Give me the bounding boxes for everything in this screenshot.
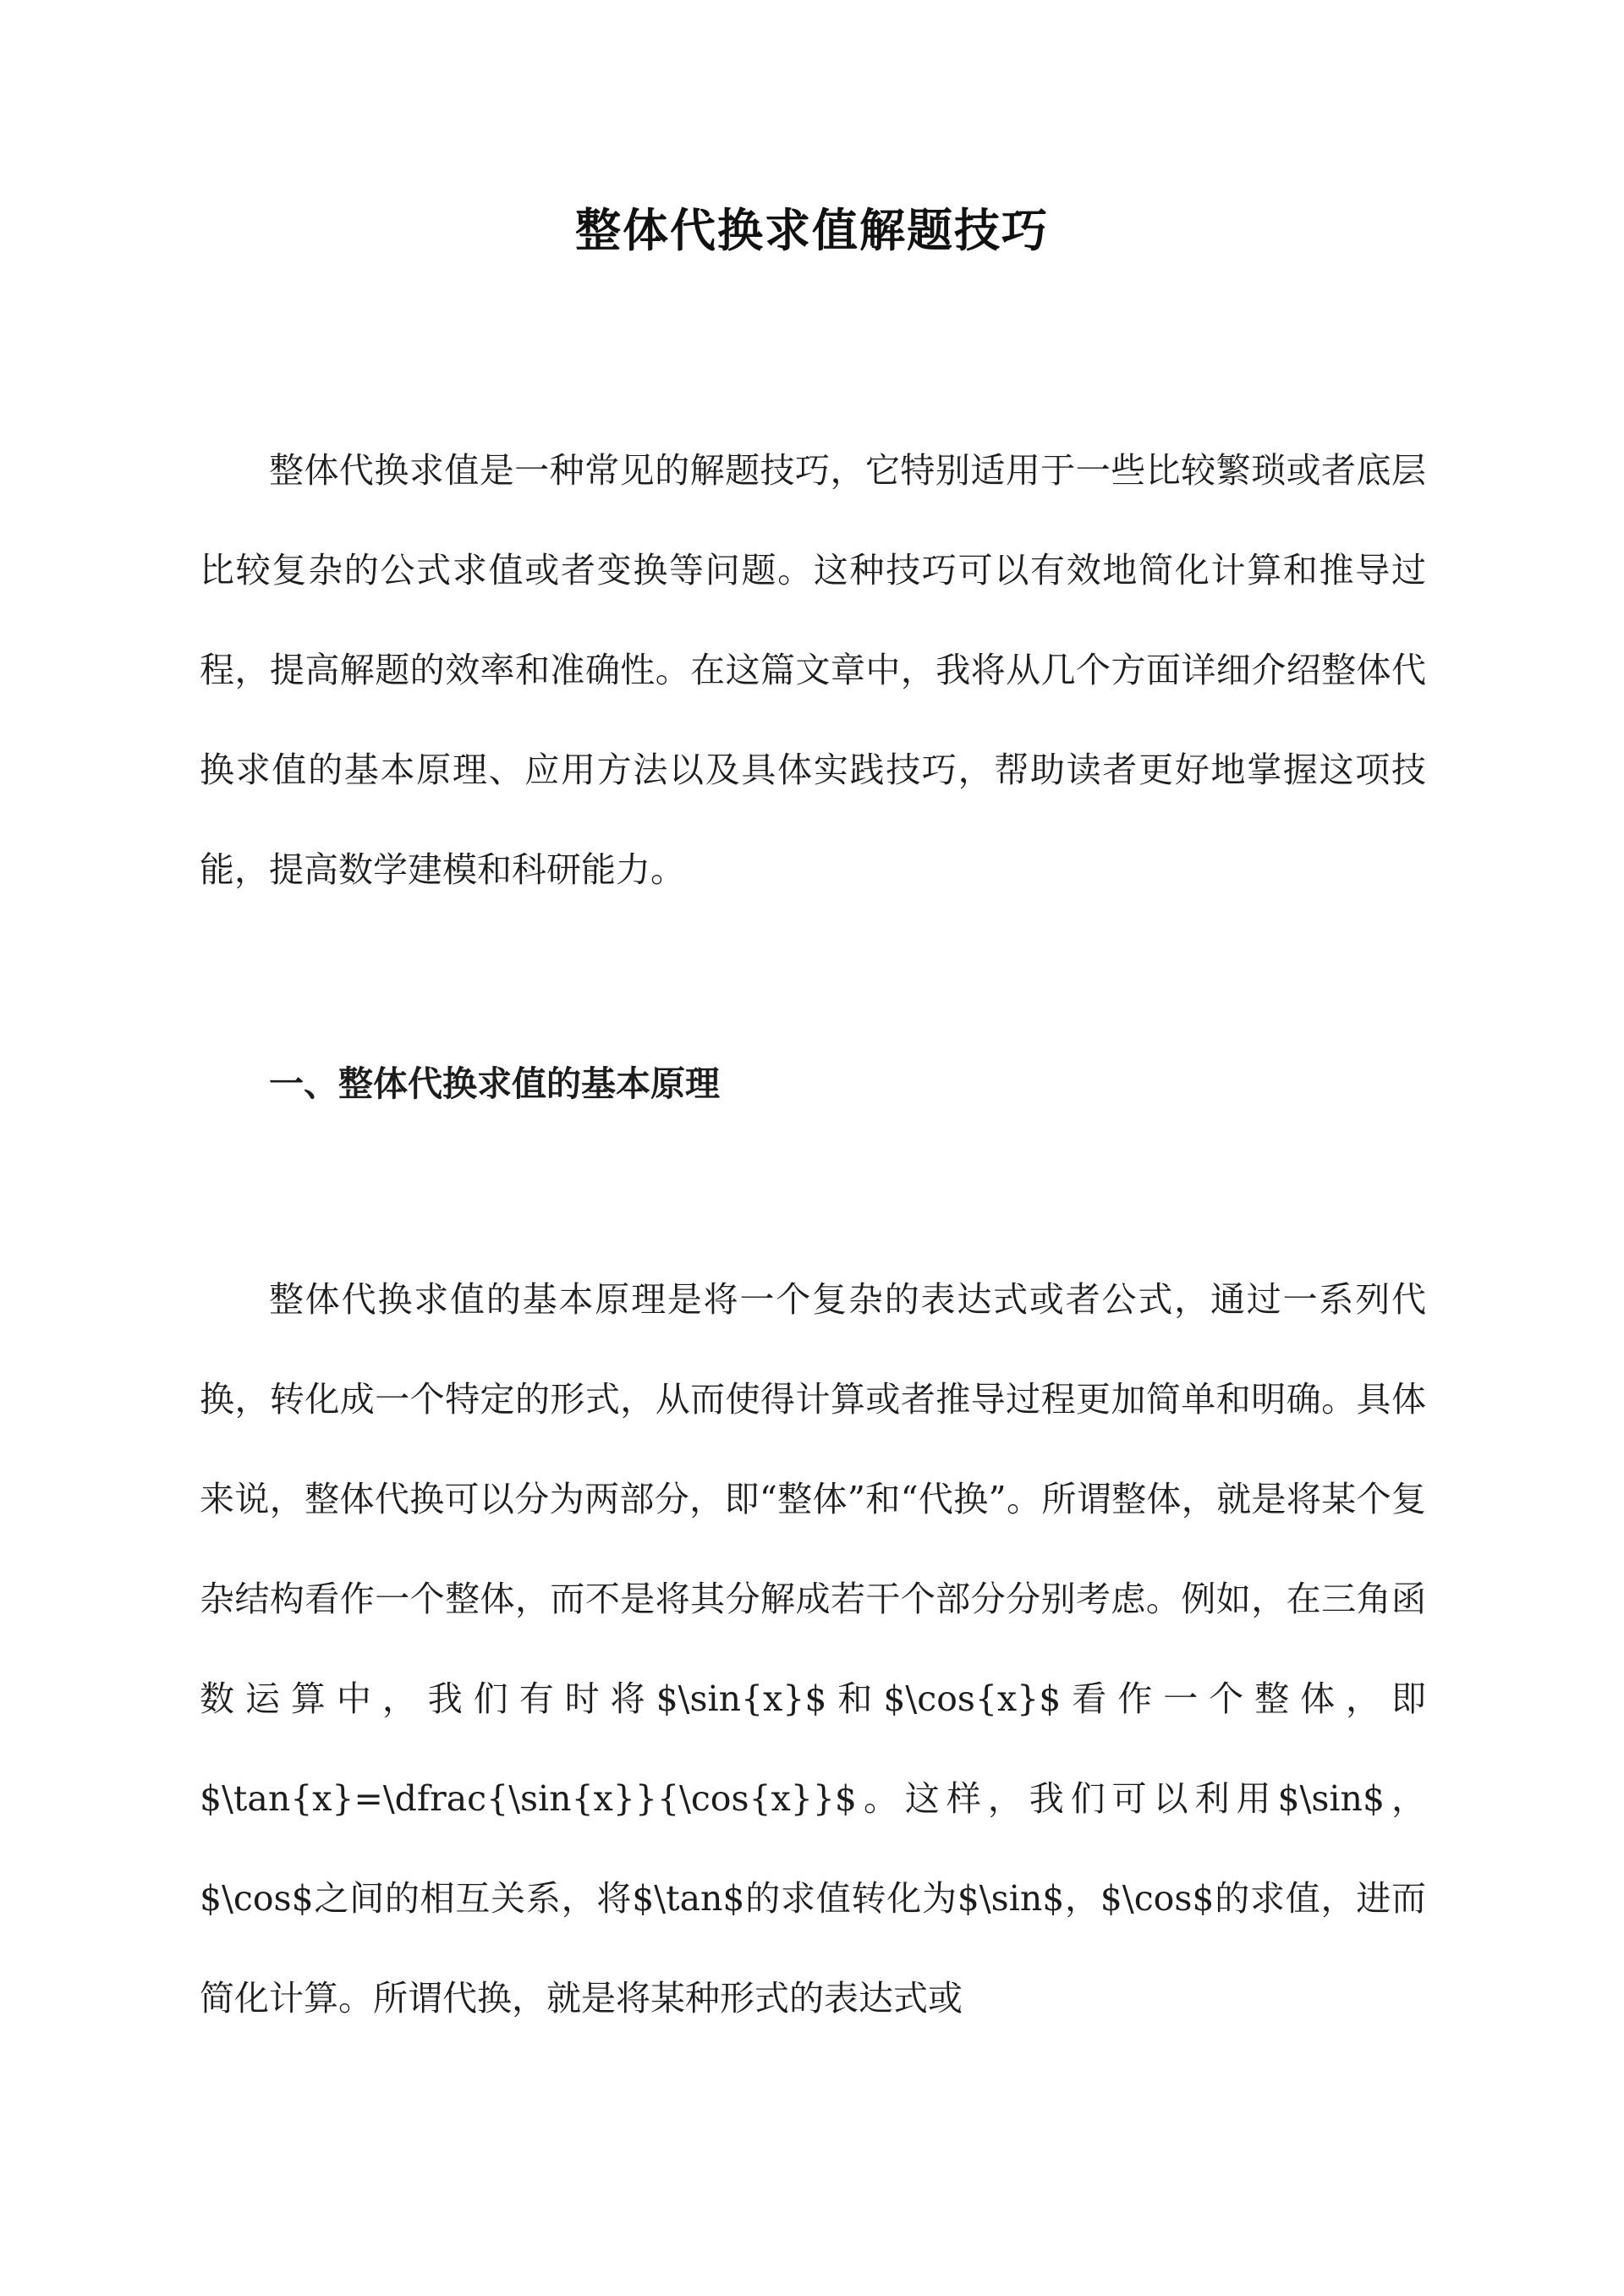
section-heading: 一、整体代换求值的基本原理 bbox=[269, 1063, 720, 1104]
intro-paragraph: 整体代换求值是一种常见的解题技巧，它特别适用于一些比较繁琐或者底层比较复杂的公式求值或者变换等问题。这种技巧可以有效地简化计算和推导过程，提高解题的效率和准确性。在这篇文章中，我将从几个方面详细介绍整体代换求值的基本原理、应用方法以及具体实践技巧，帮助读者更好地掌握这项技能，提高数学建模和科研能力。 bbox=[200, 450, 1426, 890]
document-title: 整体代换求值解题技巧 bbox=[575, 203, 1049, 257]
section-paragraph: 整体代换求值的基本原理是将一个复杂的表达式或者公式，通过一系列代换，转化成一个特定的形式，从而使得计算或者推导过程更加简单和明确。具体来说，整体代换可以分为两部分，即“整体”和“代换”。所谓整体，就是将某个复杂结构看作一个整体，而不是将其分解成若干个部分分别考虑。例如，在三角函数运算中，我们有时将$\sin{x}$和$\cos{x}$看作一个整体，即$\tan{x}=\dfrac{\sin{x}}{\cos{x}}$。这样，我们可以利用$\sin$，$\cos$之间的相互关系，将$\tan$的求值转化为$\sin$，$\cos$的求值，进而简化计算。所谓代换，就是将某种形式的表达式或 bbox=[200, 1279, 1426, 2019]
